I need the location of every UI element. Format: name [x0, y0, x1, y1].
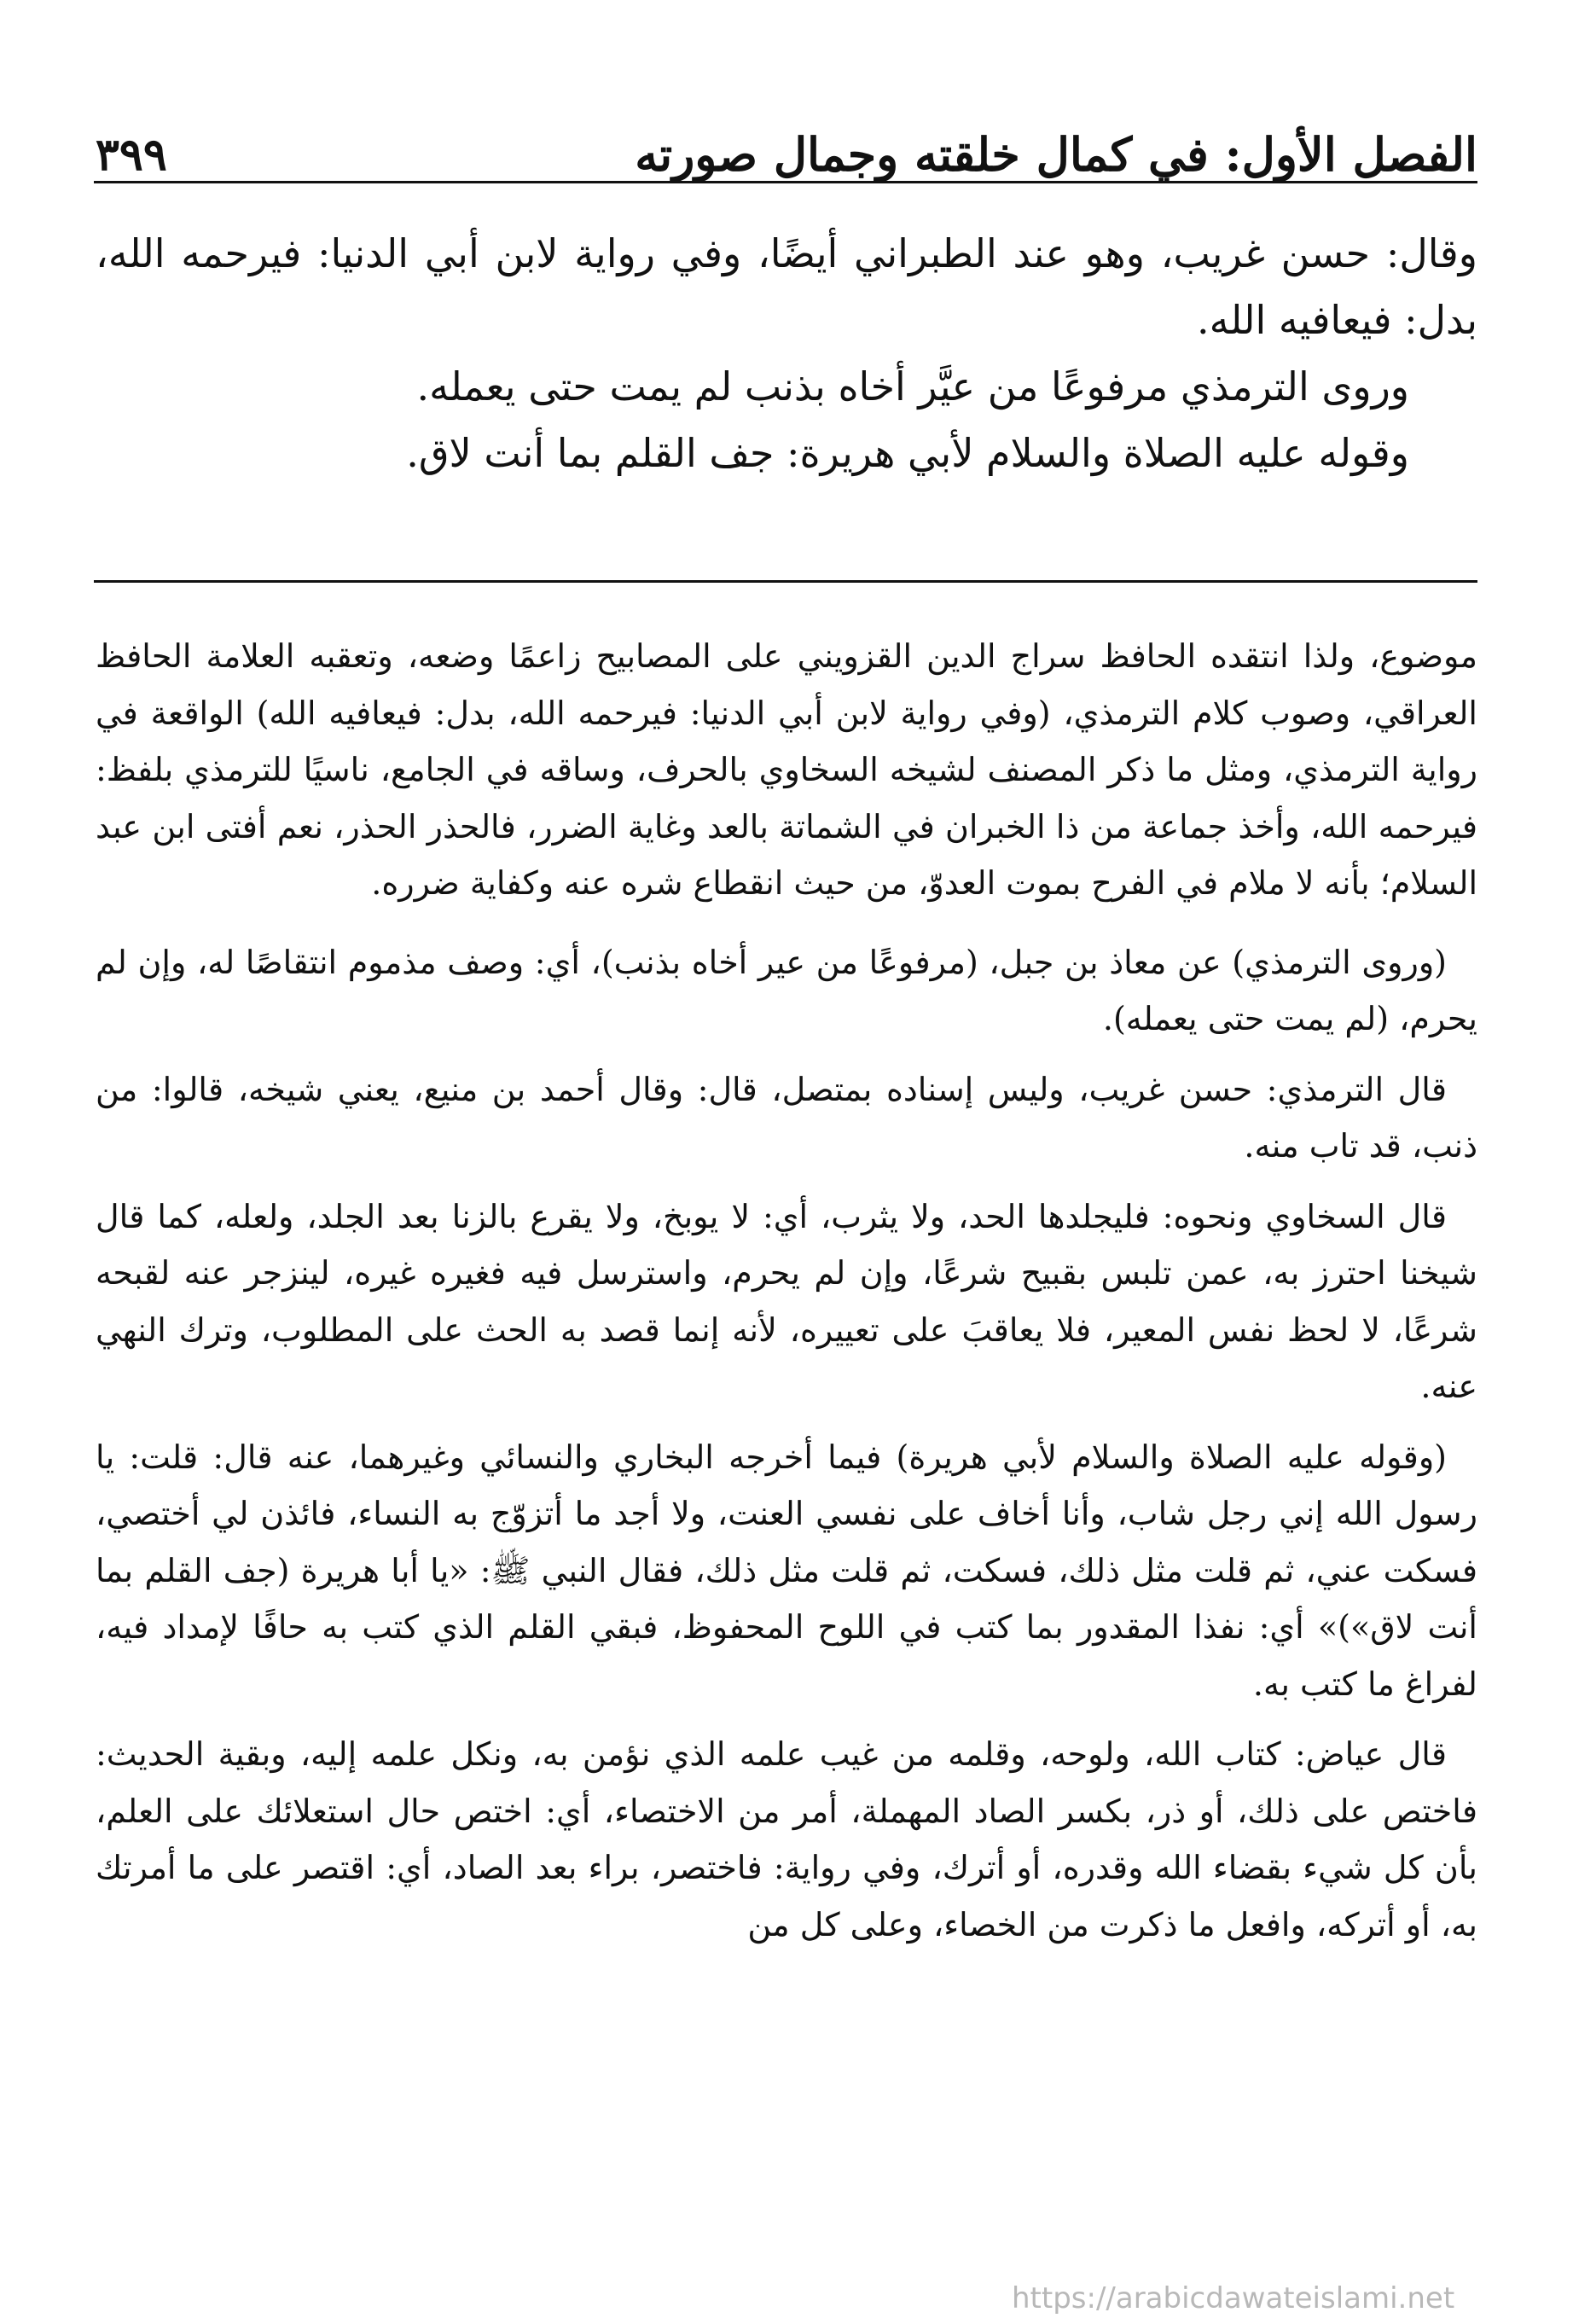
commentary-paragraph: (وقوله عليه الصلاة والسلام لأبي هريرة) فيما أخرجه البخاري والنسائي وغيرهما، عنه قال: قلت: يا رسول الله إني رجل شاب، وأنا أخاف على نفسي العنت، ولا أجد ما أتزوّج به النساء، فائذن لي أختصي، فسكت عني، ثم قلت مثل ذلك، فسكت، ثم قلت مثل ذلك، فقال النبي ﷺ: «يا أبا هريرة (جف القلم بما أنت لاق»)» أي: نفذا المقدور بما كتب في اللوح المحفوظ، فبقي القلم الذي كتب به حافًا لإمداد فيه، لفراغ ما كتب به.	[96, 1438, 1477, 1703]
matn-paragraph: وقال: حسن غريب، وهو عند الطبراني أيضًا، وفي رواية لابن أبي الدنيا: فيرحمه الله، بدل: فيعافيه الله.	[96, 230, 1477, 343]
commentary-paragraph: (وروى الترمذي) عن معاذ بن جبل، (مرفوعًا من عير أخاه بذنب)، أي: وصف مذموم انتقاصًا له، وإن لم يحرم، (لم يمت حتى يعمله).	[96, 943, 1477, 1037]
separator-rule	[94, 580, 1477, 583]
commentary-paragraph: موضوع، ولذا انتقده الحافظ سراج الدين القزويني على المصابيح زاعمًا وضعه، وتعقبه العلامة الحافظ العراقي، وصوب كلام الترمذي، (وفي رواية لابن أبي الدنيا: فيرحمه الله، بدل: فيعافيه الله) الواقعة في رواية الترمذي، ومثل ما ذكر المصنف لشيخه السخاوي بالحرف، وساقه في الجامع، ناسيًا للترمذي بلفظ: فيرحمه الله، وأخذ جماعة من ذا الخبران في الشماتة بالعد وغاية الضرر، فالحذر الحذر، نعم أفتى ابن عبد السلام؛ بأنه لا ملام في الفرح بموت العدوّ، من حيث انقطاع شره عنه وكفاية ضرره.	[96, 637, 1477, 902]
chapter-title: الفصل الأول: في كمال خلقته وجمال صورته	[635, 127, 1477, 182]
watermark-url: https://arabicdawateislami.net	[1012, 2281, 1455, 2315]
matn-paragraph: وروى الترمذي مرفوعًا من عيَّر أخاه بذنب لم يمت حتى يعمله.	[416, 363, 1409, 410]
commentary-paragraph: قال الترمذي: حسن غريب، وليس إسناده بمتصل، قال: وقال أحمد بن منيع، يعني شيخه، قالوا: من ذنب، قد تاب منه.	[96, 1070, 1477, 1165]
commentary-text	[96, 628, 1477, 2266]
matn-paragraph: وقوله عليه الصلاة والسلام لأبي هريرة: جف القلم بما أنت لاق.	[406, 430, 1409, 476]
commentary-paragraph: قال السخاوي ونحوه: فليجلدها الحد، ولا يثرب، أي: لا يوبخ، ولا يقرع بالزنا بعد الجلد، ولعله، كما قال شيخنا احترز به، عمن تلبس بقبيح شرعًا، وإن لم يحرم، واسترسل فيه فغيره غيره، لينزجر عنه لقبحه شرعًا، لا لحظ نفس المعير، فلا يعاقبَ على تعييره، لأنه إنما قصد به الحث على المطلوب، وترك النهي عنه.	[96, 1197, 1477, 1405]
page-number: ٣٩٩	[96, 129, 167, 181]
header-rule	[94, 181, 1477, 183]
running-header	[96, 92, 1477, 182]
matn-text	[96, 220, 1477, 553]
commentary-paragraph: قال عياض: كتاب الله، ولوحه، وقلمه من غيب علمه الذي نؤمن به، ونكل علمه إليه، وبقية الحديث: فاختص على ذلك، أو ذر، بكسر الصاد المهملة، أمر من الاختصاء، أي: اختص حال استعلائك على العلم، بأن كل شيء بقضاء الله وقدره، أو أترك، وفي رواية: فاختصر، براء بعد الصاد، أي: اقتصر على ما أمرتك به، أو أتركه، وافعل ما ذكرت من الخصاء، وعلى كل من	[96, 1735, 1477, 1943]
